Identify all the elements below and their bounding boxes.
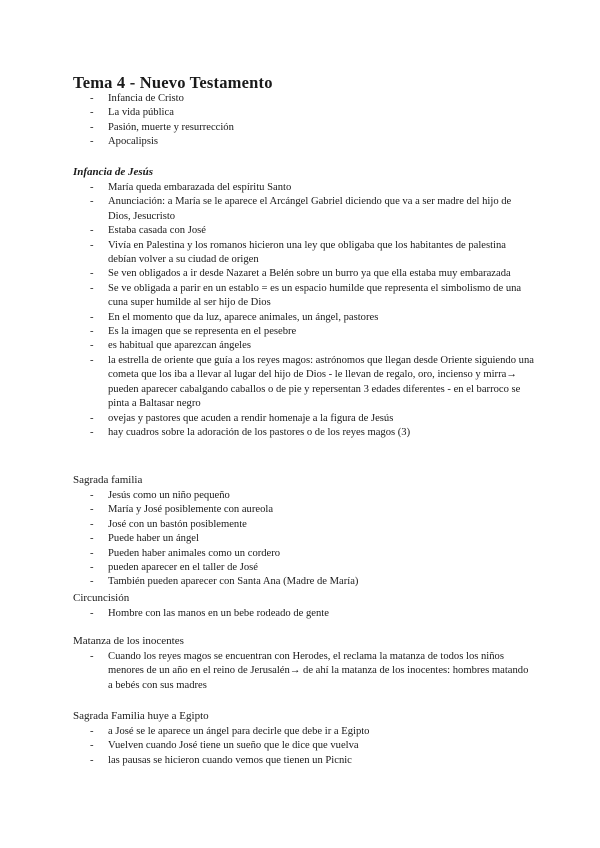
bullet-dash: - bbox=[90, 412, 94, 424]
list-item: - Es la imagen que se representa en el pesebre bbox=[0, 325, 535, 339]
bullet-dash: - bbox=[90, 754, 94, 766]
bullet-dash: - bbox=[90, 726, 94, 737]
list-item: - ovejas y pastores que acuden a rendir homenaje a la figura de Jesús bbox=[0, 412, 535, 426]
page-title: Tema 4 - Nuevo Testamento bbox=[73, 73, 273, 92]
list-item: - En el momento que da luz, aparece animales, un ángel, pastores bbox=[0, 311, 535, 325]
list-item: - Infancia de Cristo bbox=[0, 92, 535, 106]
section-heading-sagrada-familia: Sagrada familia bbox=[73, 474, 143, 486]
section-list-infancia bbox=[0, 181, 600, 440]
intro-list bbox=[0, 92, 600, 150]
section-heading-circuncision: Circuncisión bbox=[73, 592, 130, 604]
bullet-dash: - bbox=[90, 608, 94, 619]
list-item: - María y José posiblemente con aureola bbox=[0, 503, 535, 517]
bullet-dash: - bbox=[90, 121, 94, 133]
bullet-dash: - bbox=[90, 651, 94, 662]
bullet-dash: - bbox=[90, 326, 94, 338]
list-item: - La vida pública bbox=[0, 106, 535, 120]
bullet-dash: - bbox=[90, 311, 94, 323]
bullet-dash: - bbox=[90, 426, 94, 438]
list-item: - a José se le aparece un ángel para decirle que debe ir a Egipto bbox=[0, 725, 535, 739]
bullet-dash: - bbox=[90, 282, 94, 294]
list-item: - Cuando los reyes magos se encuentran con Herodes, el reclama la matanza de todos los niños menores de un año en el reino de Jerusalén→ de ahí la matanza de los inocentes: hombres matando a bebés con sus madres bbox=[90, 651, 529, 691]
bullet-dash: - bbox=[90, 136, 94, 148]
list-item: - hay cuadros sobre la adoración de los pastores o de los reyes magos (3) bbox=[0, 426, 535, 440]
bullet-dash: - bbox=[90, 182, 94, 193]
list-item: - Anunciación: a María se le aparece el Arcángel Gabriel diciendo que va a ser madre del hijo de Dios, Jesucristo bbox=[90, 196, 512, 222]
bullet-dash: - bbox=[90, 504, 94, 516]
list-item: - María queda embarazada del espíritu Santo bbox=[0, 181, 535, 195]
bullet-dash: - bbox=[90, 533, 94, 545]
bullet-dash: - bbox=[90, 107, 94, 119]
list-item: - Se ve obligada a parir en un establo = es un espacio humilde que representa el simbolismo de una cuna super humilde al ser hijo de Dios bbox=[90, 282, 522, 309]
bullet-dash: - bbox=[90, 576, 94, 588]
list-item: - También pueden aparecer con Santa Ana (Madre de María) bbox=[0, 575, 535, 589]
section-list-sagrada-familia bbox=[0, 489, 600, 590]
list-item: - Vivía en Palestina y los romanos hicieron una ley que obligaba que los habitantes de palestina debían volver a su ciudad de origen bbox=[90, 239, 506, 266]
list-item: - es habitual que aparezcan ángeles bbox=[0, 339, 535, 353]
bullet-dash: - bbox=[90, 547, 94, 559]
bullet-dash: - bbox=[90, 354, 94, 366]
bullet-dash: - bbox=[90, 93, 94, 104]
list-item: - la estrella de oriente que guía a los reyes magos: astrónomos que llegan desde Oriente siguiendo una cometa que los iba a llevar al lugar del hijo de Dios - le llevan de regalo, oro, incienso y mirra→ pueden aparecer cabalgando caballos o de pie y repersentan 3 edades diferentes - en el barroco se pinta a Baltasar negro bbox=[90, 354, 534, 410]
list-item: - Hombre con las manos en un bebe rodeado de gente bbox=[0, 607, 535, 621]
section-heading-huida-egipto: Sagrada Familia huye a Egipto bbox=[73, 710, 209, 722]
bullet-dash: - bbox=[90, 518, 94, 530]
section-list-huida-egipto bbox=[0, 725, 600, 768]
bullet-dash: - bbox=[90, 239, 94, 251]
bullet-dash: - bbox=[90, 562, 94, 574]
bullet-dash: - bbox=[90, 225, 94, 237]
bullet-dash: - bbox=[90, 740, 94, 752]
list-item: - Puede haber un ángel bbox=[0, 532, 535, 546]
bullet-dash: - bbox=[90, 196, 94, 208]
list-item: - Jesús como un niño pequeño bbox=[0, 489, 535, 503]
section-list-matanza bbox=[0, 650, 600, 693]
section-heading-infancia: Infancia de Jesús bbox=[73, 166, 154, 178]
list-item: - Se ven obligados a ir desde Nazaret a Belén sobre un burro ya que ella estaba muy embarazada bbox=[0, 267, 535, 281]
list-item: - Vuelven cuando José tiene un sueño que le dice que vuelva bbox=[0, 739, 535, 753]
bullet-dash: - bbox=[90, 490, 94, 501]
list-item: - José con un bastón posiblemente bbox=[0, 518, 535, 532]
list-item: - Pueden haber animales como un cordero bbox=[0, 547, 535, 561]
list-item: - Apocalipsis bbox=[0, 135, 535, 149]
bullet-dash: - bbox=[90, 268, 94, 280]
list-item: - Pasión, muerte y resurrección bbox=[0, 121, 535, 135]
list-item: - las pausas se hicieron cuando vemos que tienen un Picnic bbox=[0, 754, 535, 768]
section-heading-matanza: Matanza de los inocentes bbox=[73, 635, 184, 647]
list-item: - pueden aparecer en el taller de José bbox=[0, 561, 535, 575]
bullet-dash: - bbox=[90, 340, 94, 352]
section-list-circuncision bbox=[0, 607, 600, 621]
list-item: - Estaba casada con José bbox=[0, 224, 535, 238]
